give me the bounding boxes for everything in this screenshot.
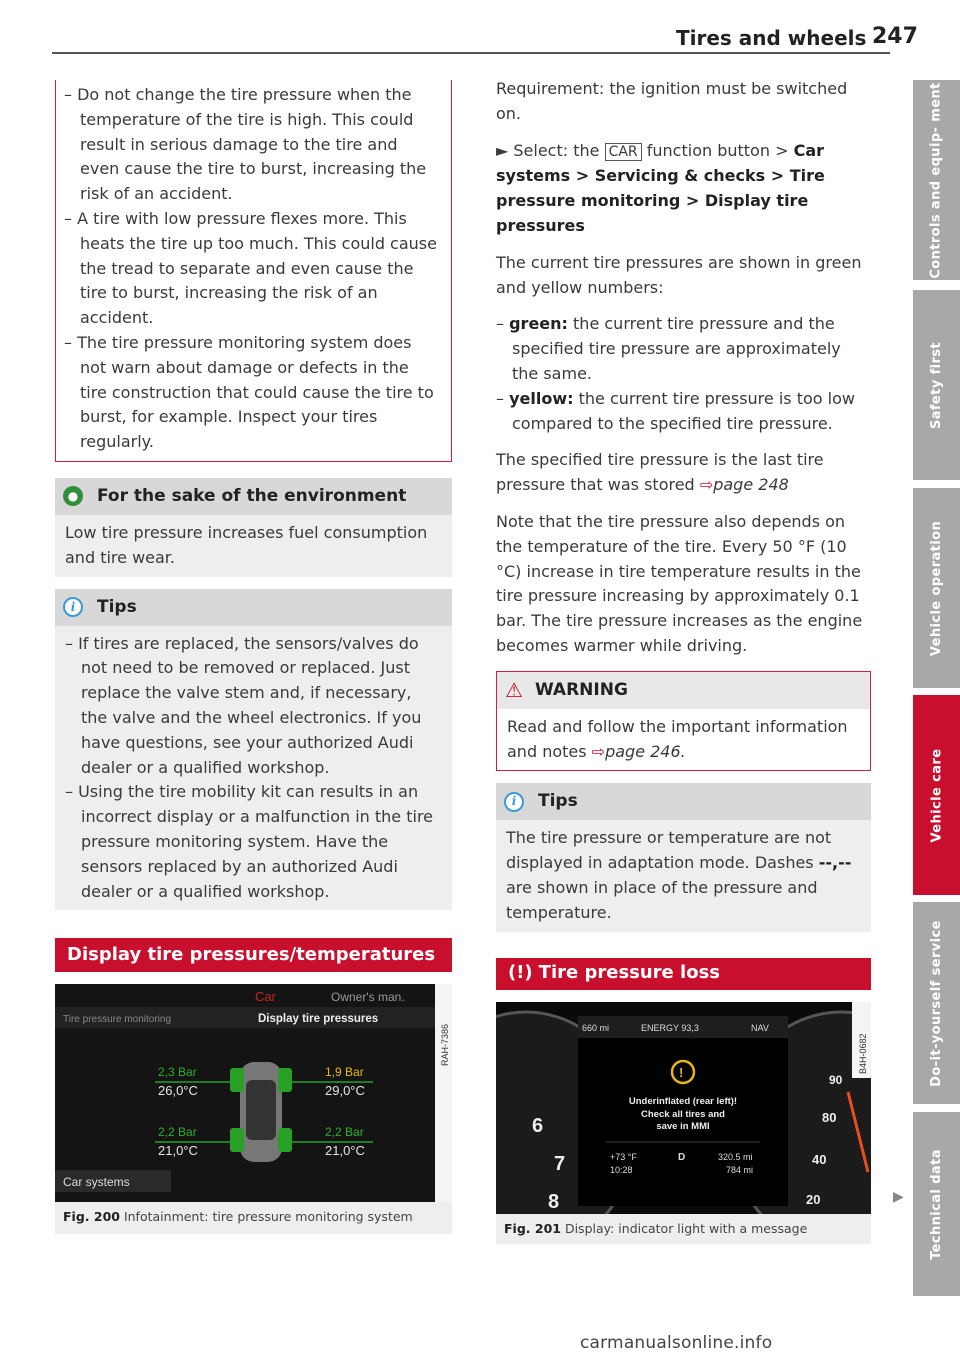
figure-201-cluster (496, 1002, 871, 1214)
caption-number: Fig. 201 (504, 1220, 561, 1236)
link-arrow-icon: ⇨ (699, 475, 714, 495)
green-text: the current tire pressure and the specified tire pressure are approximately the same. (512, 314, 841, 383)
temperature-note: Note that the tire pressure also depends on the temperature of the tire. Every 50 °F (10 °C) increase in tire temperature results in the tire pressure increasing by approximately 0.1 bar. The tire pressure increases as the engine becomes warmer while driving. (496, 511, 863, 655)
menu-owner-label: Owner's man. (331, 990, 405, 1005)
figure-200-infotainment (55, 984, 452, 1202)
caption-text: Infotainment: tire pressure monitoring system (123, 1209, 413, 1225)
tips-heading (55, 589, 452, 626)
cluster-gear: D (678, 1151, 686, 1163)
footer-watermark: carmanualsonline.info (580, 1333, 773, 1353)
warning-title: WARNING (534, 679, 628, 700)
right-column (496, 77, 871, 1244)
cluster-energy: ENERGY 93,3 (641, 1022, 699, 1033)
infotainment-screen (55, 984, 452, 1202)
tire-warning-light-icon: ! (679, 1064, 684, 1080)
cluster-nav: NAV (751, 1022, 769, 1033)
figure-code: B4H-0682 (858, 1032, 868, 1074)
environment-heading (55, 478, 452, 515)
rear-left-pressure: 2,2 Bar (158, 1125, 197, 1140)
svg-text:80: 80 (822, 1109, 837, 1125)
front-left-temp: 26,0°C (158, 1083, 198, 1099)
front-right-temp: 29,0°C (325, 1083, 365, 1099)
svg-text:20: 20 (806, 1191, 821, 1207)
section-heading-pressure-loss (496, 958, 871, 990)
next-page-arrow-icon[interactable]: ▶ (893, 1189, 904, 1205)
cluster-trip: 320.5 mi (718, 1151, 753, 1162)
tips-title: Tips (538, 791, 578, 812)
select-prefix: ► Select: the (496, 140, 600, 160)
menu-car-label: Car (255, 989, 276, 1005)
page-link-246[interactable]: page 246. (605, 741, 686, 761)
select-menu-path: Car systems > Servicing & checks > Tire pressure monitoring > Display tire pressures (496, 140, 825, 235)
yellow-label: yellow: (509, 388, 574, 408)
environment-text: Low tire pressure increases fuel consumption and tire wear. (65, 522, 428, 567)
warning-item: – Do not change the tire pressure when the temperature of the tire is high. This could result in serious damage to the tire and even cause the tire to burst, increasing the risk of an accident. (64, 85, 427, 204)
green-item: – green: the current tire pressure and the specified tire pressure are approximately the same. (496, 314, 841, 383)
tips-text: The tire pressure or temperature are not displayed in adaptation mode. Dashes (506, 828, 832, 873)
car-systems-label: Car systems (63, 1175, 130, 1190)
info-icon: i (504, 792, 524, 812)
caption-text: Display: indicator light with a message (564, 1220, 808, 1236)
tips-box-right (496, 783, 871, 931)
select-mid: function button > (646, 140, 789, 160)
requirement-text: Requirement: the ignition must be switched on. (496, 79, 848, 123)
cluster-range: 660 mi (582, 1022, 610, 1033)
svg-text:6: 6 (532, 1114, 544, 1137)
side-tab-vehicle-operation[interactable]: Vehicle operation (913, 488, 960, 688)
colors-intro: The current tire pressures are shown in green and yellow numbers: (496, 252, 862, 297)
tips-heading (496, 783, 871, 820)
svg-text:90: 90 (829, 1072, 843, 1087)
warning-text: Read and follow the important information and notes (507, 716, 848, 761)
warning-continued-box (55, 80, 452, 462)
page-section-title: Tires and wheels (676, 26, 867, 50)
specified-text: The specified tire pressure is the last tire pressure that was stored (496, 450, 824, 495)
page-number: 247 (872, 24, 918, 49)
cluster-message-3: save in MMI (656, 1120, 710, 1132)
tips-title: Tips (97, 596, 137, 617)
cluster-odo: 784 mi (726, 1164, 754, 1175)
rear-left-temp: 21,0°C (158, 1143, 198, 1159)
section-heading-display-pressures: Display tire pressures/temperatures (55, 938, 452, 972)
svg-text:7: 7 (554, 1152, 566, 1175)
side-tab-controls[interactable]: Controls and equip- ment (913, 80, 960, 280)
caption-number: Fig. 200 (63, 1209, 120, 1225)
link-arrow-icon: ⇨ (591, 741, 606, 761)
tips-body (496, 820, 871, 931)
cluster-time: 10:28 (610, 1164, 633, 1175)
tire-pressure-warning-icon: (!) (508, 962, 533, 984)
tips-body (55, 626, 452, 911)
side-tab-vehicle-care[interactable]: Vehicle care (913, 695, 960, 895)
green-label: green: (509, 314, 568, 334)
select-instruction (496, 139, 871, 239)
side-tab-technical-data[interactable]: Technical data (913, 1112, 960, 1296)
info-icon: i (63, 597, 83, 617)
warning-heading (497, 672, 870, 709)
tips-box (55, 589, 452, 911)
yellow-item: – yellow: the current tire pressure is too low compared to the specified tire pressure. (496, 388, 855, 433)
rear-right-temp: 21,0°C (325, 1143, 365, 1159)
header-rule (52, 52, 890, 54)
svg-text:8: 8 (548, 1190, 560, 1213)
breadcrumb-right: Display tire pressures (258, 1013, 379, 1026)
rear-right-pressure: 2,2 Bar (325, 1125, 364, 1140)
cluster-temp: +73 °F (610, 1151, 637, 1162)
tips-text-2: are shown in place of the pressure and temperature. (506, 877, 818, 922)
cluster-message-1: Underinflated (rear left)! (628, 1095, 738, 1107)
figure-code: RAH-7386 (440, 1024, 450, 1067)
tips-item: – If tires are replaced, the sensors/valves do not need to be removed or replaced. Just replace the valve stem and, if necessary, the valve and the wheel electronics. If you have questions, see your authorized Audi dealer or a qualified workshop. (65, 633, 422, 777)
warning-triangle-icon: ⚠ (505, 677, 523, 702)
yellow-text: the current tire pressure is too low compared to the specified tire pressure. (512, 388, 855, 433)
figure-200-caption (55, 1202, 452, 1234)
cluster-message-2: Check all tires and (641, 1108, 725, 1120)
warning-item: – The tire pressure monitoring system does not warn about damage or defects in the tire construction that could cause the tire to burst, for example. Inspect your tires regularly. (64, 332, 434, 452)
warning-box (496, 671, 871, 772)
specified-pressure-text (496, 448, 871, 498)
car-key-label: CAR (605, 143, 642, 161)
front-left-pressure: 2,3 Bar (158, 1065, 197, 1080)
svg-text:40: 40 (812, 1151, 827, 1167)
front-right-pressure: 1,9 Bar (325, 1065, 364, 1080)
warning-body (497, 709, 870, 771)
page-link-248[interactable]: page 248 (713, 475, 789, 495)
figure-201-caption (496, 1214, 871, 1244)
side-tab-diy-service[interactable]: Do-it-yourself service (913, 902, 960, 1104)
warning-item: – A tire with low pressure flexes more. This heats the tire up too much. This could cause the tread to separate and even cause the tire to burst, increasing the risk of an accident. (64, 208, 437, 328)
instrument-cluster (496, 1002, 871, 1214)
left-column (55, 80, 452, 1234)
environment-note (55, 478, 452, 577)
tips-item: – Using the tire mobility kit can results in an incorrect display or a malfunction in the tire pressure monitoring system. Have the sensors replaced by an authorized Audi dealer or a qualified workshop. (65, 782, 434, 901)
side-tab-safety[interactable]: Safety first (913, 290, 960, 480)
breadcrumb-left: Tire pressure monitoring (63, 1014, 172, 1026)
environment-title: For the sake of the environment (97, 486, 407, 507)
pressure-loss-title: Tire pressure loss (538, 962, 720, 984)
tips-dashes: --,-- (818, 853, 852, 873)
globe-icon: ● (63, 486, 83, 506)
